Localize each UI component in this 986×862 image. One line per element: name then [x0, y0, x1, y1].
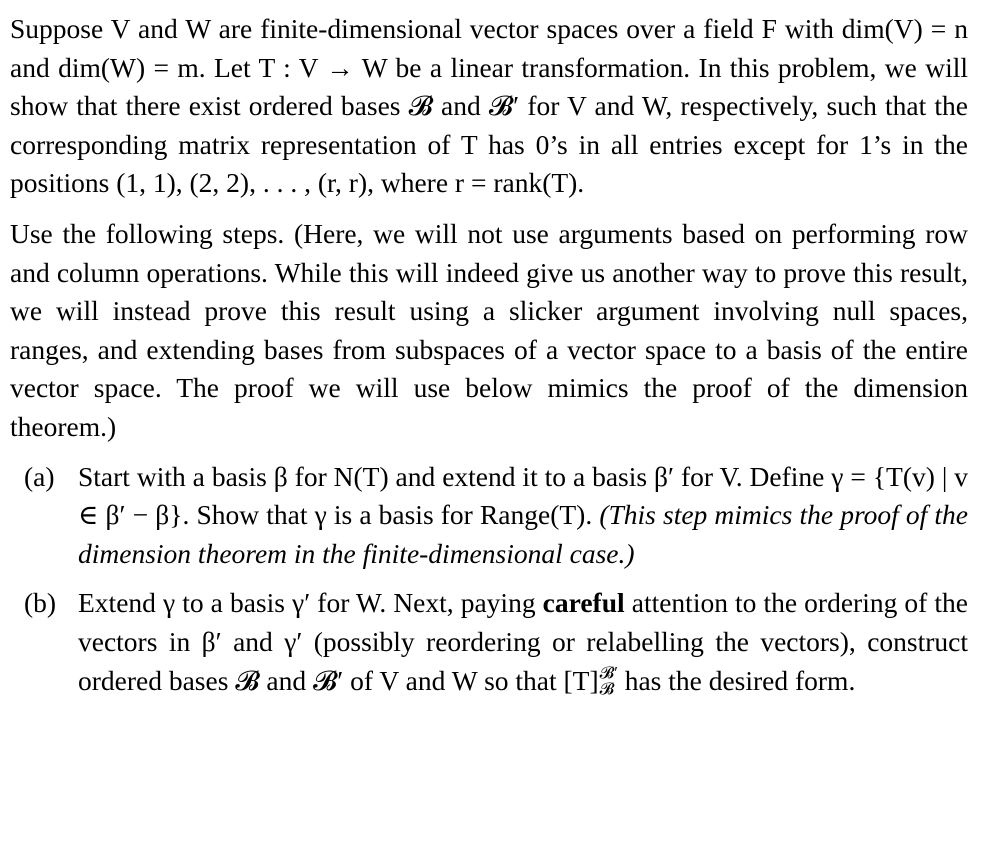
part-a-label: (a)	[24, 460, 55, 492]
part-b-bold-word: careful	[542, 587, 625, 619]
steps-paragraph: Use the following steps. (Here, we will not use arguments based on performing row and column operations. While this will indeed give us another way to prove this result, we will instead prove this result using a slicker argument involving null spaces, ranges, and extending bases from subspaces of a vector space to a basis of the entire vector space. The proof we will use below mimics the proof of the dimension theorem.)	[10, 217, 968, 442]
matrix-subscript: 𝓑	[599, 679, 615, 699]
part-b-label: (b)	[24, 587, 57, 619]
part-a	[10, 458, 968, 574]
intro-paragraph: Suppose V and W are finite-dimensional vector spaces over a field F with dim(V) = n and dim(W) = m. Let T : V → W be a linear transformation. In this problem, we will show that there exist ordered bases 𝓑 and 𝓑′ for V and W, respectively, such that the corresponding matrix representation of T has 0’s in all entries except for 1’s in the positions (1, 1), (2, 2), . . . , (r, r), where r = rank(T).	[10, 13, 968, 199]
part-b-text-end: has the desired form.	[624, 664, 856, 696]
matrix-superscript: 𝓑′	[599, 662, 618, 682]
part-b	[10, 584, 968, 700]
part-b-text-before-bold: Extend γ to a basis γ′ for W. Next, paying	[78, 587, 536, 619]
part-a-body	[78, 458, 968, 574]
matrix-sub-sup	[599, 662, 618, 699]
part-a-note: (This step mimics the proof of the dimension theorem in the finite-dimensional case.)	[78, 499, 968, 569]
part-b-text-after-bold: attention to the ordering of the vectors in β′ and γ′ (possibly reordering or relabelling the vectors), construct ordered bases 𝓑 and 𝓑′ of V and W so that [T]	[78, 587, 969, 696]
part-b-body	[78, 584, 968, 700]
part-a-text: Start with a basis β for N(T) and extend it to a basis β′ for V. Define γ = {T(v) | v ∈ β′ − β}. Show that γ is a basis for Range(T).	[78, 460, 968, 531]
